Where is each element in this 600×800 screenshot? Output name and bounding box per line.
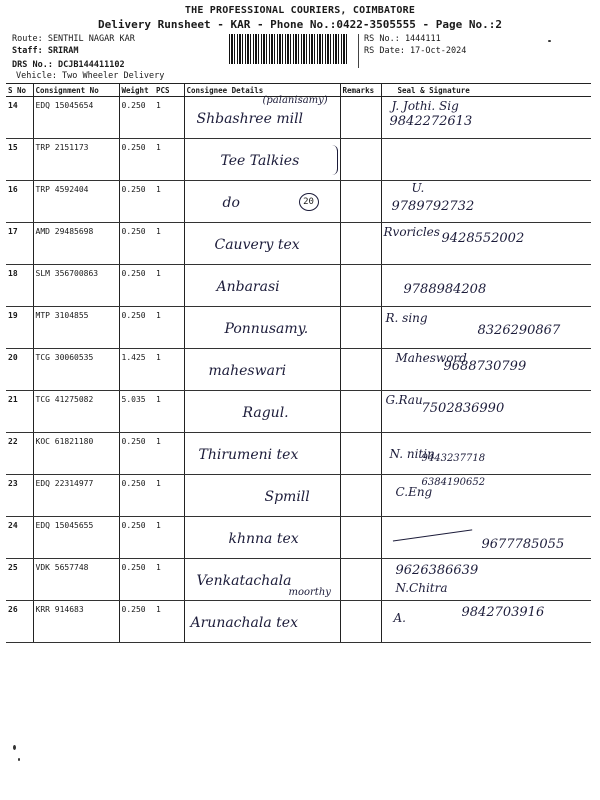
signature-handwriting: Mahesword bbox=[395, 351, 467, 365]
row-sno: 21 bbox=[6, 391, 33, 433]
ditto-bracket bbox=[332, 145, 338, 175]
col-consignee-header: Consignee Details bbox=[184, 84, 340, 97]
col-sno-header: S No bbox=[6, 84, 33, 97]
row-seal-signature bbox=[381, 349, 591, 391]
row-pcs: 1 bbox=[154, 265, 184, 307]
row-pcs: 1 bbox=[154, 391, 184, 433]
signature-phone: 9626386639 bbox=[395, 563, 479, 578]
row-seal-signature bbox=[381, 265, 591, 307]
row-consignee-details bbox=[184, 181, 340, 223]
signature-handwriting: N. nitin bbox=[389, 447, 435, 461]
col-signature-header: Seal & Signature bbox=[381, 84, 591, 97]
row-pcs: 1 bbox=[154, 559, 184, 601]
row-consignment-no: TRP 2151173 bbox=[33, 139, 119, 181]
row-remarks bbox=[340, 559, 381, 601]
consignee-handwriting: Spmill bbox=[264, 489, 310, 505]
consignee-handwriting: Anbarasi bbox=[216, 279, 280, 295]
row-consignee-details bbox=[184, 391, 340, 433]
row-consignment-no: TCG 30060535 bbox=[33, 349, 119, 391]
table-row bbox=[6, 139, 591, 181]
row-sno: 18 bbox=[6, 265, 33, 307]
row-weight: 0.250 bbox=[119, 517, 154, 559]
row-pcs: 1 bbox=[154, 349, 184, 391]
row-seal-signature bbox=[381, 517, 591, 559]
row-consignee-details bbox=[184, 307, 340, 349]
signature-phone: 9677785055 bbox=[481, 537, 565, 552]
row-consignment-no: TRP 4592404 bbox=[33, 181, 119, 223]
table-row bbox=[6, 307, 591, 349]
table-row bbox=[6, 433, 591, 475]
row-weight: 0.250 bbox=[119, 139, 154, 181]
row-remarks bbox=[340, 475, 381, 517]
row-seal-signature bbox=[381, 559, 591, 601]
table-row bbox=[6, 223, 591, 265]
row-consignee-details bbox=[184, 601, 340, 643]
signature-phone: 9842703916 bbox=[461, 605, 545, 620]
consignee-handwriting: Shbashree mill bbox=[196, 111, 304, 127]
row-sno: 15 bbox=[6, 139, 33, 181]
row-consignee-details bbox=[184, 517, 340, 559]
signature-phone: 9788984208 bbox=[403, 282, 487, 297]
consignee-handwriting: Ragul. bbox=[242, 405, 289, 421]
row-consignment-no: SLM 356700863 bbox=[33, 265, 119, 307]
col-weight-header: Weight bbox=[119, 84, 154, 97]
barcode bbox=[229, 34, 349, 64]
row-consignment-no: EDQ 15045655 bbox=[33, 517, 119, 559]
row-sno: 20 bbox=[6, 349, 33, 391]
row-weight: 0.250 bbox=[119, 433, 154, 475]
signature-phone: 7502836990 bbox=[421, 401, 505, 416]
row-weight: 0.250 bbox=[119, 181, 154, 223]
row-remarks bbox=[340, 139, 381, 181]
row-consignee-details bbox=[184, 139, 340, 181]
signature-scribble bbox=[391, 521, 471, 541]
row-seal-signature bbox=[381, 139, 591, 181]
signature-phone: 9428552002 bbox=[441, 231, 525, 246]
consignee-handwriting: Ponnusamy. bbox=[224, 321, 309, 337]
ink-mark bbox=[548, 40, 551, 42]
row-remarks bbox=[340, 265, 381, 307]
table-row bbox=[6, 181, 591, 223]
col-pcs-header: PCS bbox=[154, 84, 184, 97]
consignee-handwriting: Thirumeni tex bbox=[198, 447, 299, 463]
row-seal-signature bbox=[381, 223, 591, 265]
row-weight: 1.425 bbox=[119, 349, 154, 391]
row-consignment-no: KOC 61821180 bbox=[33, 433, 119, 475]
row-consignment-no: KRR 914683 bbox=[33, 601, 119, 643]
table-row bbox=[6, 265, 591, 307]
row-seal-signature bbox=[381, 391, 591, 433]
row-remarks bbox=[340, 223, 381, 265]
row-seal-signature bbox=[381, 307, 591, 349]
row-consignee-details bbox=[184, 559, 340, 601]
signature-phone: 6384190652 bbox=[421, 477, 486, 488]
row-pcs: 1 bbox=[154, 475, 184, 517]
consignee-handwriting: Arunachala tex bbox=[190, 615, 298, 631]
row-pcs: 1 bbox=[154, 433, 184, 475]
signature-handwriting: C.Eng bbox=[395, 485, 433, 499]
row-sno: 22 bbox=[6, 433, 33, 475]
col-consignment-header: Consignment No bbox=[33, 84, 119, 97]
col-remarks-header: Remarks bbox=[340, 84, 381, 97]
consignee-note: moorthy bbox=[288, 587, 331, 598]
circled-note: 20 bbox=[299, 193, 319, 211]
runsheet-table bbox=[6, 83, 591, 643]
row-consignment-no: VDK 5657748 bbox=[33, 559, 119, 601]
rs-number: RS No.: 1444111 bbox=[364, 34, 441, 44]
signature-phone: 9842272613 bbox=[389, 114, 473, 129]
consignee-handwriting: do bbox=[222, 195, 240, 211]
row-sno: 25 bbox=[6, 559, 33, 601]
rs-date: RS Date: 17-Oct-2024 bbox=[364, 46, 467, 56]
signature-phone: 9443237718 bbox=[421, 453, 486, 464]
row-consignee-details bbox=[184, 475, 340, 517]
row-remarks bbox=[340, 391, 381, 433]
row-sno: 17 bbox=[6, 223, 33, 265]
row-weight: 5.035 bbox=[119, 391, 154, 433]
row-pcs: 1 bbox=[154, 181, 184, 223]
header-divider bbox=[358, 34, 359, 68]
row-remarks bbox=[340, 517, 381, 559]
table-row bbox=[6, 391, 591, 433]
row-sno: 19 bbox=[6, 307, 33, 349]
row-weight: 0.250 bbox=[119, 475, 154, 517]
ink-mark bbox=[13, 745, 16, 750]
consignee-handwriting: Venkatachala bbox=[196, 573, 292, 589]
row-consignee-details bbox=[184, 433, 340, 475]
row-pcs: 1 bbox=[154, 139, 184, 181]
drs-number: DRS No.: DCJB144411102 bbox=[12, 60, 125, 70]
row-sno: 24 bbox=[6, 517, 33, 559]
row-pcs: 1 bbox=[154, 223, 184, 265]
row-consignment-no: AMD 29485698 bbox=[33, 223, 119, 265]
vehicle-label: Vehicle: Two Wheeler Delivery bbox=[16, 71, 165, 81]
row-seal-signature bbox=[381, 433, 591, 475]
route-label: Route: SENTHIL NAGAR KAR bbox=[12, 34, 135, 44]
row-weight: 0.250 bbox=[119, 97, 154, 139]
row-pcs: 1 bbox=[154, 517, 184, 559]
signature-handwriting: U. bbox=[411, 181, 425, 195]
row-pcs: 1 bbox=[154, 601, 184, 643]
row-weight: 0.250 bbox=[119, 559, 154, 601]
signature-phone: 8326290867 bbox=[477, 323, 561, 338]
row-seal-signature bbox=[381, 181, 591, 223]
company-title: THE PROFESSIONAL COURIERS, COIMBATORE bbox=[184, 5, 416, 16]
row-pcs: 1 bbox=[154, 307, 184, 349]
row-consignment-no: EDQ 22314977 bbox=[33, 475, 119, 517]
consignee-handwriting: maheswari bbox=[208, 363, 287, 379]
signature-phone: 9688730799 bbox=[443, 359, 527, 374]
table-row bbox=[6, 559, 591, 601]
runsheet-title: Delivery Runsheet - KAR - Phone No.:0422-3505555 - Page No.:2 bbox=[98, 18, 502, 31]
row-weight: 0.250 bbox=[119, 601, 154, 643]
table-row bbox=[6, 517, 591, 559]
row-remarks bbox=[340, 181, 381, 223]
consignee-handwriting: Tee Talkies bbox=[220, 153, 300, 169]
consignee-note: (palanisamy) bbox=[262, 95, 328, 106]
row-consignee-details bbox=[184, 349, 340, 391]
row-consignee-details bbox=[184, 97, 340, 139]
consignee-handwriting: Cauvery tex bbox=[214, 237, 300, 253]
table-row bbox=[6, 475, 591, 517]
row-consignee-details bbox=[184, 223, 340, 265]
row-consignment-no: TCG 41275082 bbox=[33, 391, 119, 433]
row-remarks bbox=[340, 433, 381, 475]
row-weight: 0.250 bbox=[119, 307, 154, 349]
signature-handwriting: G.Rau bbox=[385, 393, 423, 407]
row-sno: 16 bbox=[6, 181, 33, 223]
row-seal-signature bbox=[381, 475, 591, 517]
consignee-handwriting: khnna tex bbox=[228, 531, 299, 547]
staff-label: Staff: SRIRAM bbox=[12, 46, 79, 56]
signature-handwriting: Rvoricles bbox=[383, 225, 440, 239]
signature-handwriting: J. Jothi. Sig bbox=[391, 99, 459, 113]
table-row bbox=[6, 601, 591, 643]
row-sno: 14 bbox=[6, 97, 33, 139]
ink-mark bbox=[18, 758, 20, 761]
row-remarks bbox=[340, 349, 381, 391]
row-sno: 26 bbox=[6, 601, 33, 643]
row-remarks bbox=[340, 97, 381, 139]
row-consignment-no: MTP 3104855 bbox=[33, 307, 119, 349]
row-sno: 23 bbox=[6, 475, 33, 517]
table-row bbox=[6, 349, 591, 391]
row-seal-signature bbox=[381, 97, 591, 139]
row-weight: 0.250 bbox=[119, 265, 154, 307]
table-row bbox=[6, 97, 591, 139]
row-consignee-details bbox=[184, 265, 340, 307]
row-remarks bbox=[340, 307, 381, 349]
row-seal-signature bbox=[381, 601, 591, 643]
signature-handwriting: A. bbox=[393, 611, 406, 625]
signature-handwriting: R. sing bbox=[385, 311, 428, 325]
row-remarks bbox=[340, 601, 381, 643]
row-pcs: 1 bbox=[154, 97, 184, 139]
signature-phone: 9789792732 bbox=[391, 199, 475, 214]
signature-handwriting: N.Chitra bbox=[395, 581, 448, 595]
row-weight: 0.250 bbox=[119, 223, 154, 265]
row-consignment-no: EDQ 15045654 bbox=[33, 97, 119, 139]
